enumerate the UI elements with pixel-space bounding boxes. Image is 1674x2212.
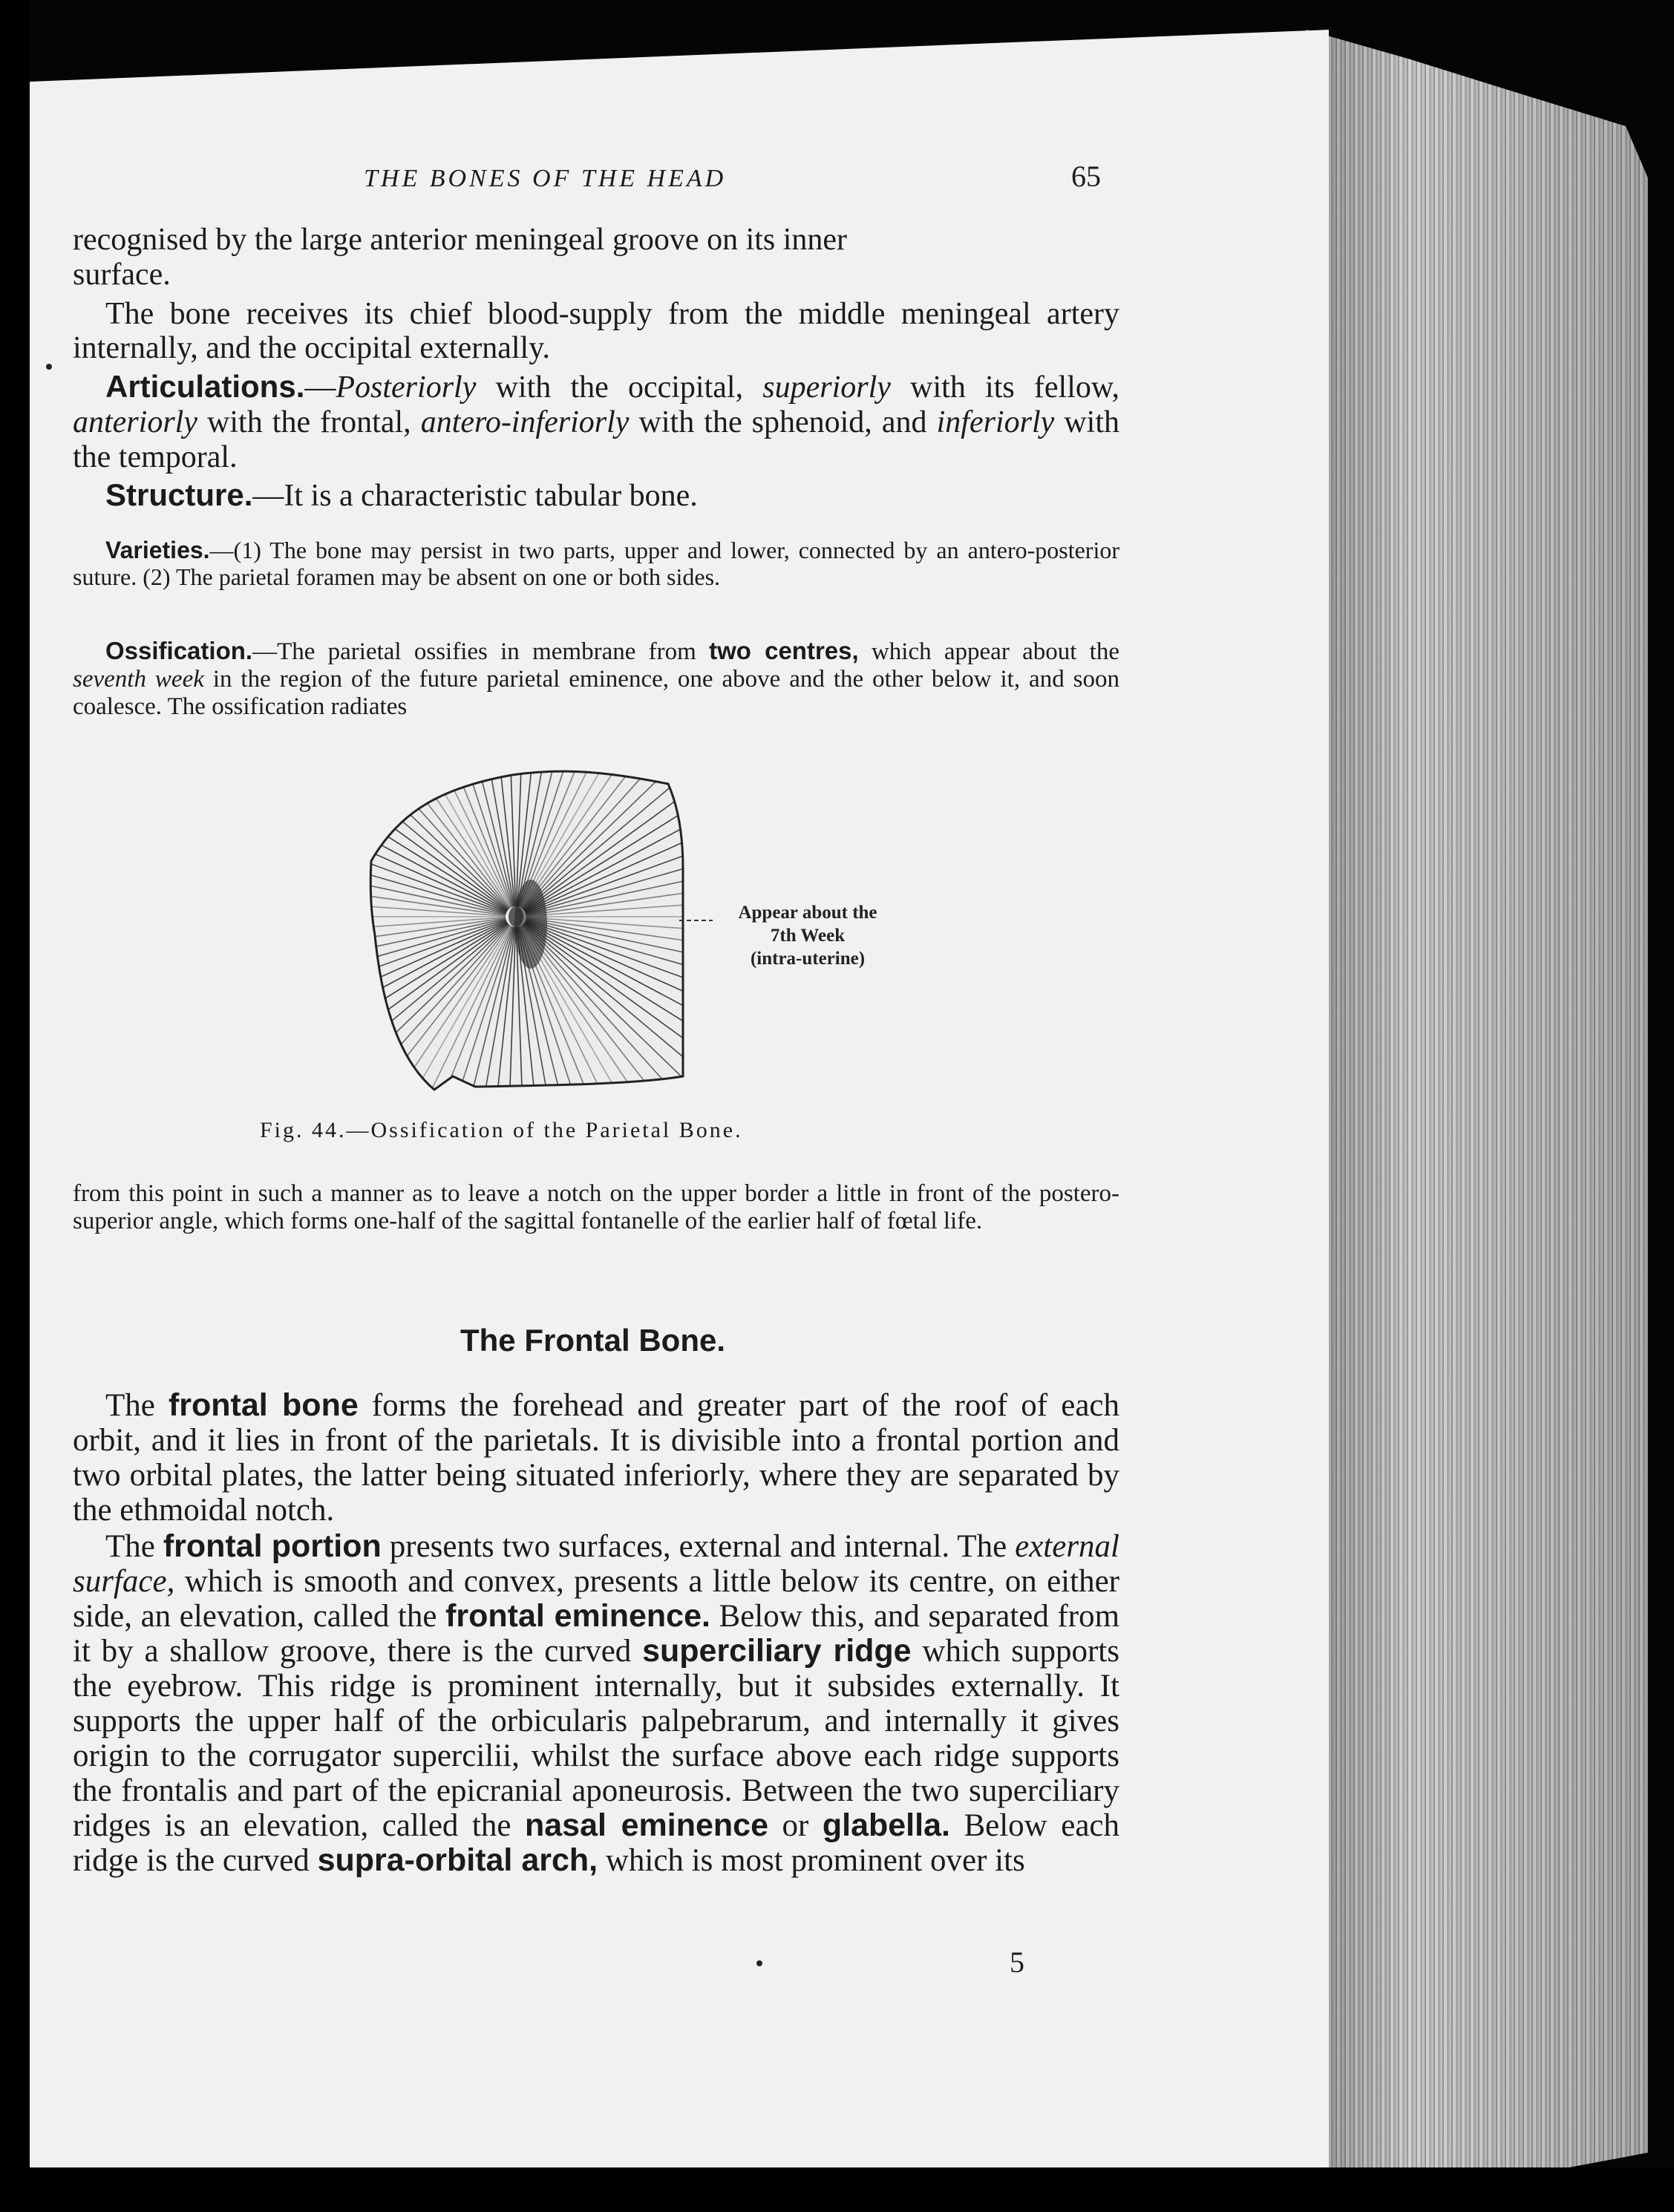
- varieties-heading: Varieties.: [105, 537, 210, 563]
- running-head: THE BONES OF THE HEAD: [364, 165, 727, 192]
- paragraph-varieties: [73, 537, 1119, 590]
- italic-run: seventh week: [73, 666, 204, 693]
- scan-left-edge: [0, 0, 30, 2212]
- paragraph-meningeal-groove: [73, 223, 1119, 292]
- bold-run: supra-orbital arch,: [317, 1842, 598, 1878]
- italic-run: antero-inferiorly: [420, 405, 630, 439]
- bold-run: two centres,: [709, 637, 859, 664]
- text-run: —: [304, 370, 336, 405]
- articulations-heading: Articulations.: [105, 369, 305, 404]
- text-run: which appear about the: [858, 638, 1119, 665]
- paragraph-frontal-portion: [73, 1529, 1119, 1878]
- paragraph-ossification: [73, 637, 1119, 721]
- gutter-mark: [46, 364, 52, 370]
- text-run: which is most prominent over its: [598, 1843, 1025, 1878]
- text-run: which supports the eyebrow. This ridge is prominent internally, but it subsides externally. It supports the upper half of the orbicularis palpebrarum, and internally it gives origin to the corrugator supercilii, whilst the surface above each ridge supports the frontalis and part of the epicranial aponeurosis. Between the two superciliary ridges is an elevation, called the: [73, 1634, 1119, 1843]
- paragraph-frontal-intro: [73, 1388, 1119, 1528]
- text-run: —(1) The bone may persist in two parts, upper and lower, connected by an antero-posterior suture. (2) The parietal foramen may be absent on one or both sides.: [73, 537, 1119, 590]
- text-run: which is smooth and convex, presents a little below its centre, on either side, an elevation, called the: [73, 1564, 1119, 1634]
- callout-line: Appear about the: [738, 903, 877, 923]
- italic-run: inferiorly: [936, 405, 1055, 439]
- text-run: —The parietal ossifies in membrane from: [252, 638, 710, 665]
- text-run: with the sphenoid, and: [629, 405, 937, 439]
- text-run: Below this, and separated from it by a shallow groove, there is the curved: [73, 1599, 1120, 1669]
- callout-line: (intra-uterine): [750, 949, 866, 969]
- text-run: presents two surfaces, external and internal. The: [381, 1529, 1016, 1564]
- paragraph-line: surface.: [73, 258, 171, 292]
- book-page-edges-shade: [1307, 30, 1648, 2182]
- bold-run: frontal portion: [163, 1528, 382, 1564]
- ossification-heading: Ossification.: [105, 637, 253, 664]
- text-run: or: [768, 1808, 823, 1843]
- text-run: with the occipital,: [476, 370, 763, 405]
- text-run: The: [105, 1529, 163, 1564]
- signature-mark: 5: [1010, 1946, 1024, 1979]
- text-run: Below each ridge is the curved: [73, 1808, 1120, 1878]
- callout-line: 7th Week: [770, 926, 846, 946]
- text-run: —It is a characteristic tabular bone.: [252, 479, 698, 513]
- bold-run: nasal eminence: [524, 1807, 769, 1843]
- paragraph-line: recognised by the large anterior meningeal groove on its inner: [73, 223, 848, 257]
- bottom-mark: [756, 1960, 762, 1966]
- italic-run: external surface,: [73, 1529, 1120, 1599]
- text-run: with the frontal,: [197, 405, 421, 439]
- italic-run: Posteriorly: [336, 370, 477, 405]
- paragraph-structure: [73, 477, 1119, 514]
- section-title-frontal-bone: The Frontal Bone.: [460, 1323, 725, 1358]
- paragraph-after-figure: from this point in such a manner as to leave a notch on the upper border a little in front of the postero-superior angle, which forms one-half of the sagittal fontanelle of the earlier half of fœtal life.: [73, 1180, 1119, 1234]
- structure-heading: Structure.: [105, 477, 253, 512]
- bold-run: glabella.: [822, 1807, 950, 1843]
- paragraph-blood-supply: The bone receives its chief blood-supply from the middle meningeal artery internally, and the occipital externally.: [73, 297, 1119, 365]
- figure-caption: Fig. 44.—Ossification of the Parietal Bone.: [260, 1118, 743, 1142]
- bold-run: frontal bone: [168, 1387, 359, 1423]
- figure-callout: [711, 901, 904, 970]
- italic-run: anteriorly: [73, 405, 197, 439]
- text-run: The: [105, 1388, 169, 1423]
- text-run: forms the forehead and greater part of the roof of each orbit, and it lies in front of the parietals. It is divisible into a frontal portion and two orbital plates, the latter being situated inferiorly, where they are separated by the ethmoidal notch.: [73, 1388, 1119, 1528]
- bold-run: superciliary ridge: [642, 1633, 912, 1669]
- text-run: with its fellow,: [890, 370, 1119, 405]
- parietal-ossification-figure: [341, 765, 713, 1099]
- text-run: with the temporal.: [73, 405, 1120, 474]
- page-number: 65: [1071, 160, 1101, 193]
- bold-run: frontal eminence.: [445, 1598, 710, 1634]
- paragraph-articulations: [73, 369, 1119, 475]
- italic-run: superiorly: [762, 370, 891, 405]
- text-run: in the region of the future parietal eminence, one above and the other below it, and soon coalesce. The ossification radiates: [73, 666, 1119, 720]
- scan-bottom-band: [0, 2167, 1674, 2212]
